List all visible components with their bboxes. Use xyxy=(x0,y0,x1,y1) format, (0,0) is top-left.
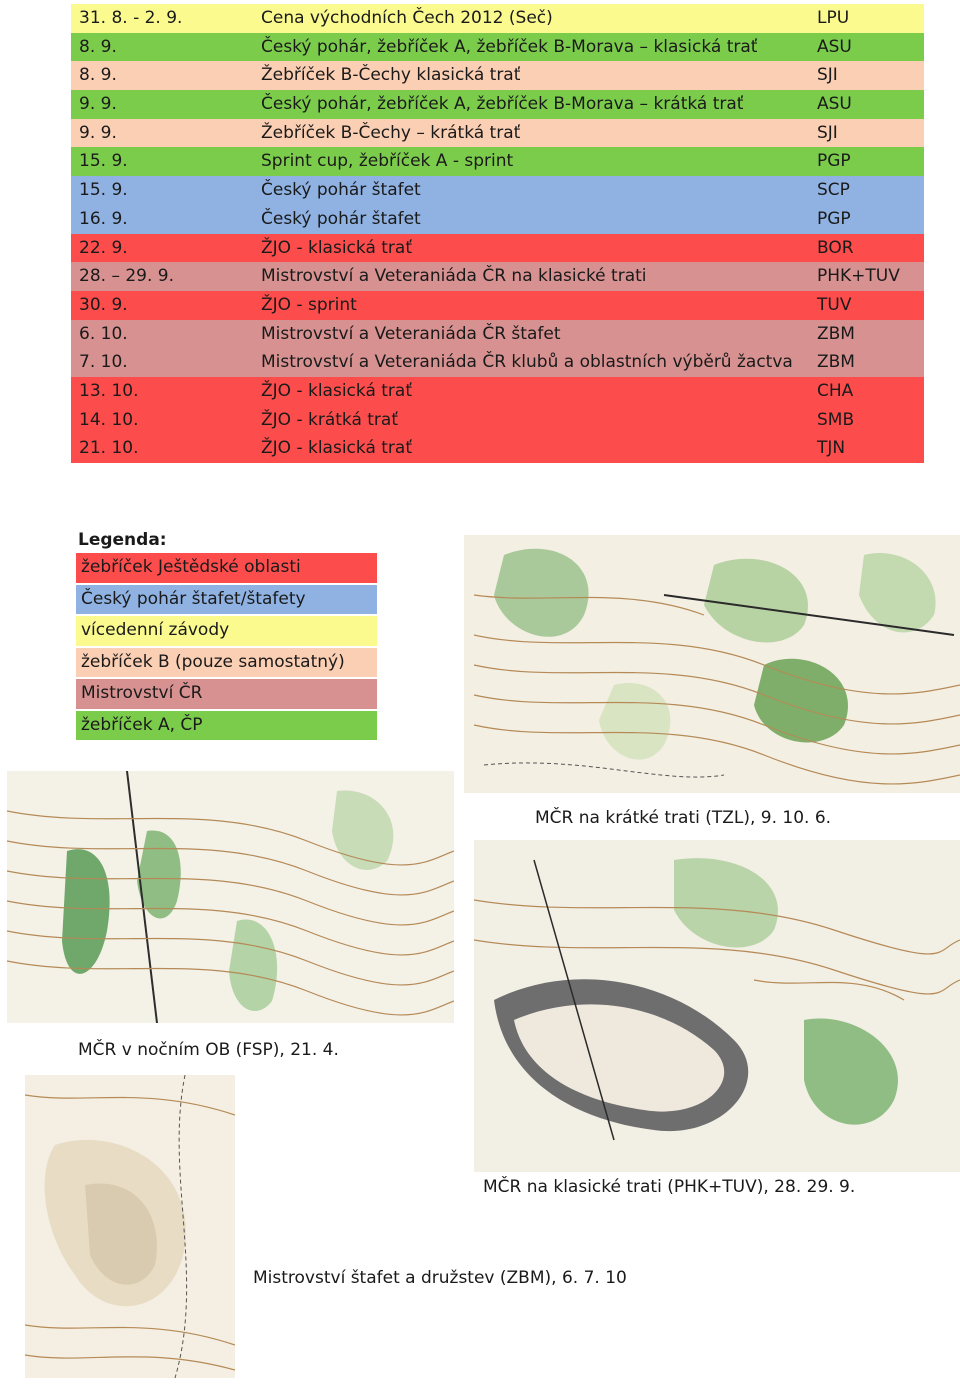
event-row xyxy=(71,4,924,33)
legend-items xyxy=(76,553,377,740)
event-row xyxy=(71,90,924,119)
event-date: 7. 10. xyxy=(79,352,128,373)
event-row xyxy=(71,406,924,435)
event-club: TJN xyxy=(817,438,846,459)
event-club: SMB xyxy=(817,409,855,430)
map-night xyxy=(7,771,454,1023)
map-short-distance-image xyxy=(464,535,960,793)
event-date: 13. 10. xyxy=(79,380,139,401)
event-club: ZBM xyxy=(817,352,855,373)
event-name: Žebříček B-Čechy klasická trať xyxy=(261,65,521,86)
event-club: PGP xyxy=(817,208,851,229)
event-row xyxy=(71,205,924,234)
event-calendar-table xyxy=(71,4,924,463)
legend-item: žebříček B (pouze samostatný) xyxy=(76,648,377,678)
map-relay xyxy=(25,1075,235,1378)
event-name: Český pohár, žebříček A, žebříček B-Morava – krátká trať xyxy=(261,94,744,115)
caption-map-short: MČR na krátké trati (TZL), 9. 10. 6. xyxy=(535,808,832,828)
event-name: ŽJO - sprint xyxy=(261,294,357,315)
event-date: 14. 10. xyxy=(79,409,139,430)
event-date: 9. 9. xyxy=(79,122,117,143)
event-date: 31. 8. - 2. 9. xyxy=(79,8,183,28)
event-club: SJI xyxy=(817,122,838,143)
event-club: ZBM xyxy=(817,323,855,344)
event-club: CHA xyxy=(817,380,854,401)
legend-item: Mistrovství ČR xyxy=(76,679,377,709)
event-row xyxy=(71,61,924,90)
event-row xyxy=(71,234,924,263)
event-row xyxy=(71,377,924,406)
event-row xyxy=(71,147,924,176)
caption-map-classic: MČR na klasické trati (PHK+TUV), 28. 29. 9. xyxy=(483,1177,856,1197)
event-row xyxy=(71,348,924,377)
event-row xyxy=(71,434,924,463)
event-name: Mistrovství a Veteraniáda ČR na klasické trati xyxy=(261,266,647,287)
event-club: SJI xyxy=(817,65,838,86)
event-date: 8. 9. xyxy=(79,65,117,86)
event-club: TUV xyxy=(817,294,852,315)
event-name: Mistrovství a Veteraniáda ČR klubů a oblastních výběrů žactva xyxy=(261,352,793,373)
event-row xyxy=(71,262,924,291)
legend-item: žebříček A, ČP xyxy=(76,711,377,741)
event-date: 15. 9. xyxy=(79,180,128,201)
event-date: 9. 9. xyxy=(79,94,117,115)
event-name: ŽJO - klasická trať xyxy=(261,380,412,401)
event-name: Cena východních Čech 2012 (Seč) xyxy=(261,8,553,28)
map-classic-image xyxy=(474,840,960,1172)
legend-item: vícedenní závody xyxy=(76,616,377,646)
legend-item: žebříček Ještědské oblasti xyxy=(76,553,377,583)
map-short-distance xyxy=(464,535,960,793)
event-name: Mistrovství a Veteraniáda ČR štafet xyxy=(261,323,561,344)
event-row xyxy=(71,291,924,320)
legend xyxy=(76,527,377,742)
event-name: ŽJO - krátká trať xyxy=(261,409,399,430)
event-date: 16. 9. xyxy=(79,208,128,229)
event-club: BOR xyxy=(817,237,854,258)
event-club: SCP xyxy=(817,180,850,201)
event-date: 22. 9. xyxy=(79,237,128,258)
event-date: 28. – 29. 9. xyxy=(79,266,175,287)
event-date: 6. 10. xyxy=(79,323,128,344)
event-row xyxy=(71,176,924,205)
event-row xyxy=(71,33,924,62)
map-relay-image xyxy=(25,1075,235,1378)
event-name: ŽJO - klasická trať xyxy=(261,237,412,258)
map-classic xyxy=(474,840,960,1172)
map-night-image xyxy=(7,771,454,1023)
caption-map-night: MČR v nočním OB (FSP), 21. 4. xyxy=(78,1040,339,1060)
legend-title: Legenda: xyxy=(78,530,167,550)
event-name: ŽJO - klasická trať xyxy=(261,438,412,459)
event-date: 30. 9. xyxy=(79,294,128,315)
event-club: LPU xyxy=(817,8,850,28)
event-date: 8. 9. xyxy=(79,36,117,57)
event-name: Český pohár, žebříček A, žebříček B-Morava – klasická trať xyxy=(261,36,758,57)
legend-item: Český pohár štafet/štafety xyxy=(76,585,377,615)
event-row xyxy=(71,119,924,148)
event-name: Žebříček B-Čechy – krátká trať xyxy=(261,122,521,143)
event-row xyxy=(71,320,924,349)
caption-map-relay: Mistrovství štafet a družstev (ZBM), 6. 7. 10 xyxy=(253,1268,627,1288)
event-club: ASU xyxy=(817,94,852,115)
event-club: PGP xyxy=(817,151,851,172)
event-date: 21. 10. xyxy=(79,438,139,459)
event-club: PHK+TUV xyxy=(817,266,900,287)
event-name: Český pohár štafet xyxy=(261,180,421,201)
event-name: Český pohár štafet xyxy=(261,208,421,229)
event-date: 15. 9. xyxy=(79,151,128,172)
event-name: Sprint cup, žebříček A - sprint xyxy=(261,151,514,172)
event-club: ASU xyxy=(817,36,852,57)
